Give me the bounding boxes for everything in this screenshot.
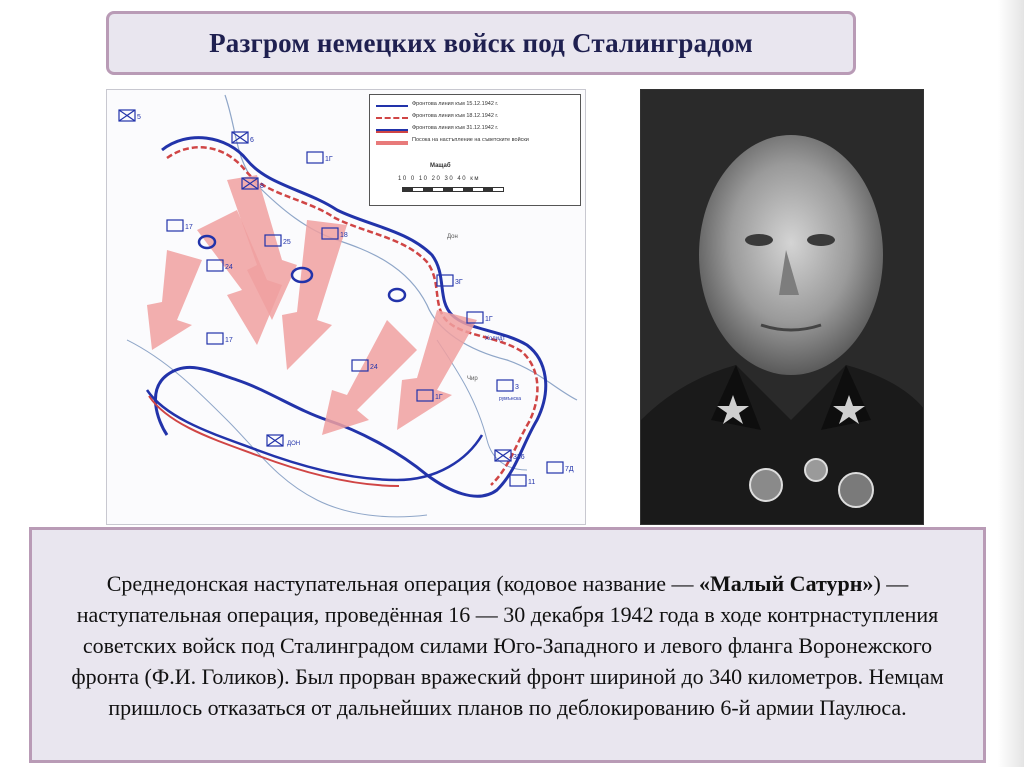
unit-label: 6 xyxy=(250,137,254,144)
medal-star xyxy=(805,459,827,481)
head xyxy=(699,135,883,375)
unit-label: 7Д xyxy=(565,466,574,473)
unit-label: 8 xyxy=(260,183,264,190)
left-eye xyxy=(745,234,773,246)
description-codename: «Малый Сатурн» xyxy=(699,570,874,596)
slide-edge-shadow xyxy=(998,0,1024,767)
right-eye xyxy=(807,234,835,246)
portrait-illustration xyxy=(641,90,924,525)
description-part-1: Среднедонская наступательная операция (кодовое название — xyxy=(106,570,700,596)
legend-scale-title: Мащаб xyxy=(430,163,451,169)
unit-label: 17 xyxy=(225,337,233,344)
pocket xyxy=(389,289,405,301)
description-text xyxy=(58,568,958,723)
unit-label: 25 xyxy=(283,239,291,246)
legend-item: Фронтова линия към 31.12.1942 г. xyxy=(412,125,499,131)
map-label-don-unit: ДОН xyxy=(287,441,301,447)
attack-arrow xyxy=(282,220,347,370)
map-label-holidt: Холидт xyxy=(485,336,506,342)
unit-label: 18 xyxy=(340,232,348,239)
title-box xyxy=(106,11,856,75)
unit-label: 5 xyxy=(137,114,141,121)
legend-item: Посока на настъпление на съветските войски xyxy=(412,137,529,143)
map-label-rumynska: румънска xyxy=(499,396,522,402)
map-legend xyxy=(369,94,581,206)
unit-label: 11 xyxy=(528,479,536,486)
map-label-don: Дон xyxy=(447,234,458,240)
battle-map xyxy=(106,89,586,525)
legend-swatch xyxy=(376,117,408,119)
slide-title: Разгром немецких войск под Сталинградом xyxy=(209,27,753,58)
medal-red-star xyxy=(839,473,873,507)
attack-arrow xyxy=(397,310,477,430)
legend-swatch xyxy=(376,105,408,107)
unit-label: 24 xyxy=(225,264,233,271)
unit-label: 3Г xyxy=(455,279,463,286)
description-box xyxy=(29,527,986,763)
legend-swatch xyxy=(376,129,408,131)
unit-label: 24 xyxy=(370,364,378,371)
unit-label: 17 xyxy=(185,224,193,231)
unit-label: 1Г xyxy=(485,316,493,323)
medal-order xyxy=(750,469,782,501)
unit-label: 1Г xyxy=(325,156,333,163)
unit-label: 3 xyxy=(515,384,519,391)
unit-label: 336 xyxy=(513,454,525,461)
map-label-chir: Чир xyxy=(467,376,478,382)
legend-swatch xyxy=(376,141,408,145)
legend-scale-bar xyxy=(402,187,504,192)
attack-arrow xyxy=(147,250,202,350)
unit-label: 1Г xyxy=(435,394,443,401)
description-part-2: ) — наступательная операция, проведённая 16 — 30 декабря 1942 года в ходе контрнаступления советских войск под Сталинградом силами Юго-Западного и левого фланга Воронежского фронта (Ф.И. Голиков). Был прорван вражеский фронт шириной до 340 километров. Немцам пришлось отказаться от дальнейших планов по деблокированию 6-й армии Паулюса. xyxy=(71,570,944,720)
legend-item: Фронтова линия към 15.12.1942 г. xyxy=(412,101,499,107)
legend-scale-numbers: 10 0 10 20 30 40 км xyxy=(398,176,480,182)
commander-portrait xyxy=(640,89,924,525)
legend-item: Фронтова линия към 18.12.1942 г. xyxy=(412,113,499,119)
